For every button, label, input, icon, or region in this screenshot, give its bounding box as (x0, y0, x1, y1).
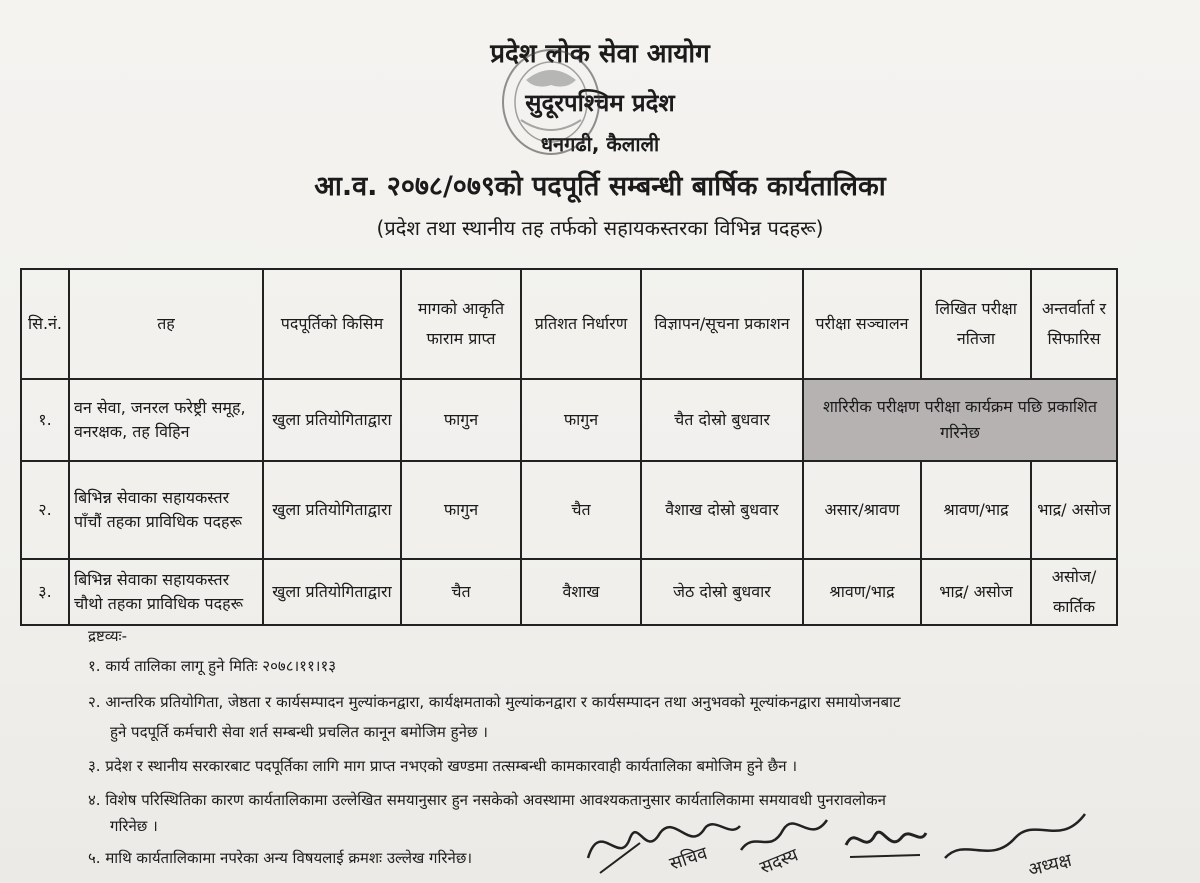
note-item: गरिनेछ । (110, 817, 158, 835)
percent-cell: वैशाख (521, 559, 641, 625)
interview-cell: असोज/ कार्तिक (1031, 559, 1117, 625)
table-header-row (21, 269, 1117, 379)
table-row (21, 461, 1117, 559)
header-cell: अन्तर्वार्ता र सिफारिस (1031, 269, 1117, 379)
level-cell: वन सेवा, जनरल फरेष्ट्री समूह, वनरक्षक, तह विहिन (69, 379, 263, 461)
form-cell: चैत (401, 559, 521, 625)
chairperson-signature (935, 796, 1105, 882)
result-cell: श्रावण/भाद्र (921, 461, 1031, 559)
header-cell: पदपूर्तिको किसिम (263, 269, 401, 379)
member-signature-2 (840, 815, 930, 870)
type-cell: खुला प्रतियोगिताद्वारा (263, 559, 401, 625)
svg-text:सदस्य: सदस्य (757, 844, 802, 879)
header-cell: सि.नं. (21, 269, 69, 379)
type-cell: खुला प्रतियोगिताद्वारा (263, 379, 401, 461)
svg-text:सचिव: सचिव (667, 842, 710, 875)
notice-cell: वैशाख दोस्रो बुधवार (641, 461, 803, 559)
header-cell: विज्ञापन/सूचना प्रकाशन (641, 269, 803, 379)
sn-cell: २. (21, 461, 69, 559)
level-cell: बिभिन्न सेवाका सहायकस्तर पाँचौं तहका प्राविधिक पदहरू (69, 461, 263, 559)
form-cell: फागुन (401, 461, 521, 559)
document-title: आ.व. २०७८/०७९को पदपूर्ति सम्बन्धी बार्षिक कार्यतालिका (314, 171, 886, 202)
header-cell: मागको आकृति फाराम प्राप्त (401, 269, 521, 379)
province-name: सुदूरपश्चिम प्रदेश (525, 89, 675, 117)
note-item: १. कार्य तालिका लागू हुने मितिः २०७८।११।१३ (88, 657, 337, 675)
svg-text:अध्यक्ष: अध्यक्ष (1026, 849, 1074, 881)
merged-note-cell: शारिरीक परीक्षण परीक्षा कार्यक्रम पछि प्रकाशित गरिनेछ (803, 379, 1117, 461)
form-cell: फागुन (401, 379, 521, 461)
sn-cell: ३. (21, 559, 69, 625)
percent-cell: फागुन (521, 379, 641, 461)
exam-cell: असार/श्रावण (803, 461, 921, 559)
level-cell: बिभिन्न सेवाका सहायकस्तर चौथो तहका प्राविधिक पदहरू (69, 559, 263, 625)
table-row (21, 559, 1117, 625)
note-item: ४. विशेष परिस्थितिका कारण कार्यतालिकामा उल्लेखित समयानुसार हुन नसकेको अवस्थामा आवश्यकतानुसार कार्यतालिकामा समयावधी पुनरावलोकन (88, 791, 886, 809)
sn-cell: १. (21, 379, 69, 461)
notes-title: द्रष्टव्यः- (88, 627, 127, 645)
secretary-signature (580, 798, 750, 882)
city-name: धनगढी, कैलाली (540, 132, 660, 156)
note-item: ५. माथि कार्यतालिकामा नपरेका अन्य विषयलाई क्रमशः उल्लेख गरिनेछ। (88, 849, 473, 867)
org-name: प्रदेश लोक सेवा आयोग (490, 39, 710, 69)
note-item: २. आन्तरिक प्रतियोगिता, जेष्ठता र कार्यसम्पादन मुल्यांकनद्वारा, कार्यक्षमताको मुल्यांकनद्वारा र कार्यसम्पादन तथा अनुभवको मूल्यांकनद्वारा समायोजनबाट (88, 693, 901, 711)
header-cell: लिखित परीक्षा नतिजा (921, 269, 1031, 379)
exam-cell: श्रावण/भाद्र (803, 559, 921, 625)
table-row (21, 379, 1117, 461)
document-subtitle: (प्रदेश तथा स्थानीय तह तर्फको सहायकस्तरका विभिन्न पदहरू) (376, 216, 824, 240)
header-cell: परीक्षा सञ्चालन (803, 269, 921, 379)
header-cell: प्रतिशत निर्धारण (521, 269, 641, 379)
member-signature (735, 800, 845, 880)
result-cell: भाद्र/ असोज (921, 559, 1031, 625)
note-item: ३. प्रदेश र स्थानीय सरकारबाट पदपूर्तिका लागि माग प्राप्त नभएको खण्डमा तत्सम्बन्धी कामकारवाही कार्यतालिका बमोजिम हुने छैन । (88, 757, 798, 775)
header-cell: तह (69, 269, 263, 379)
note-item: हुने पदपूर्ति कर्मचारी सेवा शर्त सम्बन्धी प्रचलित कानून बमोजिम हुनेछ । (110, 723, 488, 741)
percent-cell: चैत (521, 461, 641, 559)
notice-cell: चैत दोस्रो बुधवार (641, 379, 803, 461)
type-cell: खुला प्रतियोगिताद्वारा (263, 461, 401, 559)
schedule-table (20, 268, 1118, 626)
office-seal-stamp (496, 40, 606, 160)
interview-cell: भाद्र/ असोज (1031, 461, 1117, 559)
notice-cell: जेठ दोस्रो बुधवार (641, 559, 803, 625)
